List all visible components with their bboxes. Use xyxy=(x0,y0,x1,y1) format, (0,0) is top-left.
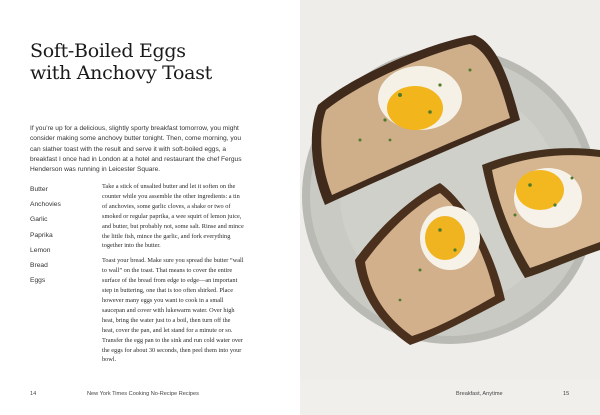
ingredient-item: Anchovies xyxy=(30,201,61,209)
method-paragraph: Toast your bread. Make sure you spread the butter “wall to wall” on the toast. That means to cover the entire surface of the bread from edge to edge—an important step in buttering, one that is too often shirked. Place however many eggs you want to cook in a small saucepan and cover with lukewarm water. Over high heat, bring the water just to a boil, then turn off the heat, cover the pan, and let stand for a minute or so. Transfer the egg pan to the sink and run cold water over the eggs for about 30 seconds, then peel them into your bowl. xyxy=(102,257,244,364)
running-title-right: Breakfast, Anytime xyxy=(456,391,503,397)
ingredient-item: Lemon xyxy=(30,246,51,254)
ingredient-item: Garlic xyxy=(30,216,48,224)
page-number-right: 15 xyxy=(563,391,570,397)
ingredient-list xyxy=(30,182,90,288)
ingredient-item: Butter xyxy=(30,186,48,193)
ingredient-item: Bread xyxy=(30,262,48,270)
page-number-left: 14 xyxy=(30,391,37,397)
egg-yolk xyxy=(516,170,564,210)
recipe-title xyxy=(30,40,290,84)
ingredient-item: Paprika xyxy=(30,231,53,239)
recipe-method xyxy=(102,182,244,370)
ingredient-item: Eggs xyxy=(30,277,46,285)
egg-yolk xyxy=(387,86,443,130)
recipe-intro: If you’re up for a delicious, slightly sporty breakfast tomorrow, you might consider making some anchovy butter tonight. Then, come morning, you can slather toast with the result and serve it with soft-boiled eggs, a breakfast I once had in London at a hotel and restaurant the chef Fergus Henderson was running in Leicester Square. xyxy=(30,125,242,174)
method-paragraph: Take a stick of unsalted butter and let it soften on the counter while you assemble the other ingredients: a tin of anchovies, some garlic cloves, a shake or two of smoked or regular paprika, a wee squirt of lemon juice, and butter, but probably not, some salt. Rinse and mince the little fish, mince the garlic, and fork everything together into the butter. xyxy=(102,183,244,250)
food-photo xyxy=(300,0,600,380)
recipe-title-line-1: Soft-Boiled Eggs xyxy=(30,40,186,62)
right-page xyxy=(300,0,600,415)
running-title-left: New York Times Cooking No-Recipe Recipes xyxy=(87,391,199,397)
recipe-title-line-2: with Anchovy Toast xyxy=(30,62,212,84)
egg-yolk xyxy=(425,216,465,260)
